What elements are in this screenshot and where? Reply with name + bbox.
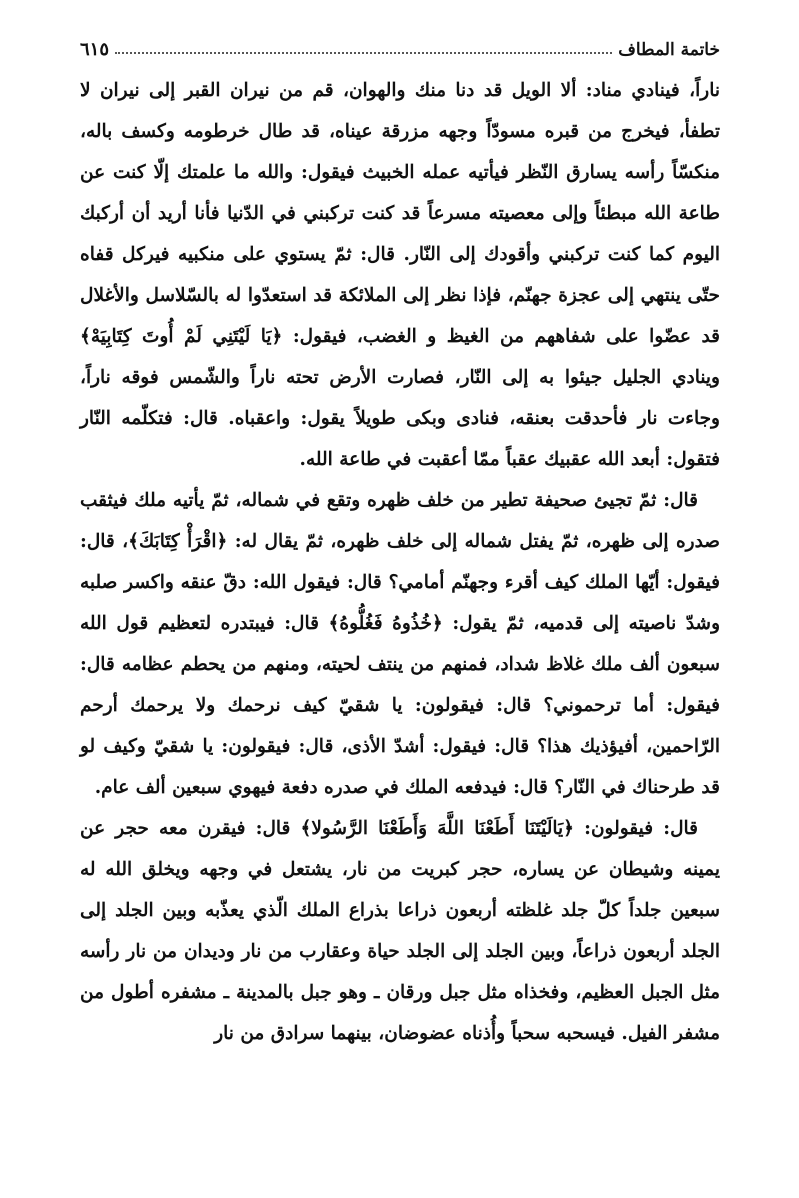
page-number: ٦١٥ [80, 39, 110, 60]
paragraph: قال: فيقولون: ﴿يَالَيْتَنَا أَطَعْنَا اللَّهَ وَأَطَعْنَا الرَّسُولا﴾ قال: فيقرن معه حجر عن يمينه وشيطان عن يساره، حجر كبريت من نار، يشتعل في وجهه ويخلق الله له سبعين جلداً كلّ جلد غلظته أربعون ذراعا بذراع الملك الّذي يعذّبه وبين الجلد إلى الجلد أربعون ذراعاً، وبين الجلد إلى الجلد حياة وعقارب من نار وديدان من نار رأسه مثل الجبل العظيم، وفخذاه مثل جبل ورقان ـ وهو جبل بالمدينة ـ مشفره أطول من مشفر الفيل. فيسحبه سحباً وأُذناه عضوضان، بينهما سرادق من نار [80, 818, 720, 1044]
dotted-leader [115, 51, 612, 54]
paragraph: قال: ثمّ تجيئ صحيفة تطير من خلف ظهره وتقع في شماله، ثمّ يأتيه ملك فيثقب صدره إلى ظهره، ثمّ يفتل شماله إلى خلف ظهره، ثمّ يقال له: ﴿اقْرَأْ كِتَابَكَ﴾، قال: فيقول: أيّها الملك كيف أقرء وجهنّم أمامي؟ قال: فيقول الله: دقّ عنقه واكسر صلبه وشدّ ناصيته إلى قدميه، ثمّ يقول: ﴿خُذُوهُ فَغُلُّوهُ﴾ قال: فيبتدره لتعظيم قول الله سبعون ألف ملك غلاظ شداد، فمنهم من ينتف لحيته، ومنهم من يحطم عظامه قال: فيقول: أما ترحموني؟ قال: فيقولون: يا شقيّ كيف نرحمك ولا يرحمك أرحم الرّاحمين، أفيؤذيك هذا؟ قال: فيقول: أشدّ الأذى، قال: فيقولون: يا شقيّ وكيف لو قد طرحناك في النّار؟ قال: فيدفعه الملك في صدره دفعة فيهوي سبعين ألف عام. [80, 490, 720, 798]
running-header [80, 34, 720, 60]
paragraph: ناراً، فينادي مناد: ألا الويل قد دنا منك والهوان، قم من نيران القبر إلى نيران لا تطفأ، فيخرج من قبره مسودّاً وجهه مزرقة عيناه، قد طال خرطومه وكسف باله، منكسّاً رأسه يسارق النّظر فيأتيه عمله الخبيث فيقول: والله ما علمتك إلّا كنت عن طاعة الله مبطئاً وإلى معصيته مسرعاً قد كنت تركبني في الدّنيا فأنا أريد أن أركبك اليوم كما كنت تركبني وأقودك إلى النّار. قال: ثمّ يستوي على منكبيه فيركل قفاه حتّى ينتهي إلى عجزة جهنّم، فإذا نظر إلى الملائكة قد استعدّوا له بالسّلاسل والأغلال قد عضّوا على شفاههم من الغيظ و الغضب، فيقول: ﴿يَا لَيْتَنِي لَمْ أُوتَ كِتَابِيَهْ﴾ وينادي الجليل جيئوا به إلى النّار، فصارت الأرض تحته ناراً والشّمس فوقه ناراً، وجاءت نار فأحدقت بعنقه، فنادى وبكى طويلاً يقول: واعقباه. قال: فتكلّمه النّار فتقول: أبعد الله عقبيك عقباً ممّا أعقبت في طاعة الله. [80, 80, 720, 470]
chapter-title: خاتمة المطاف [618, 40, 720, 60]
page-body [80, 70, 720, 1054]
